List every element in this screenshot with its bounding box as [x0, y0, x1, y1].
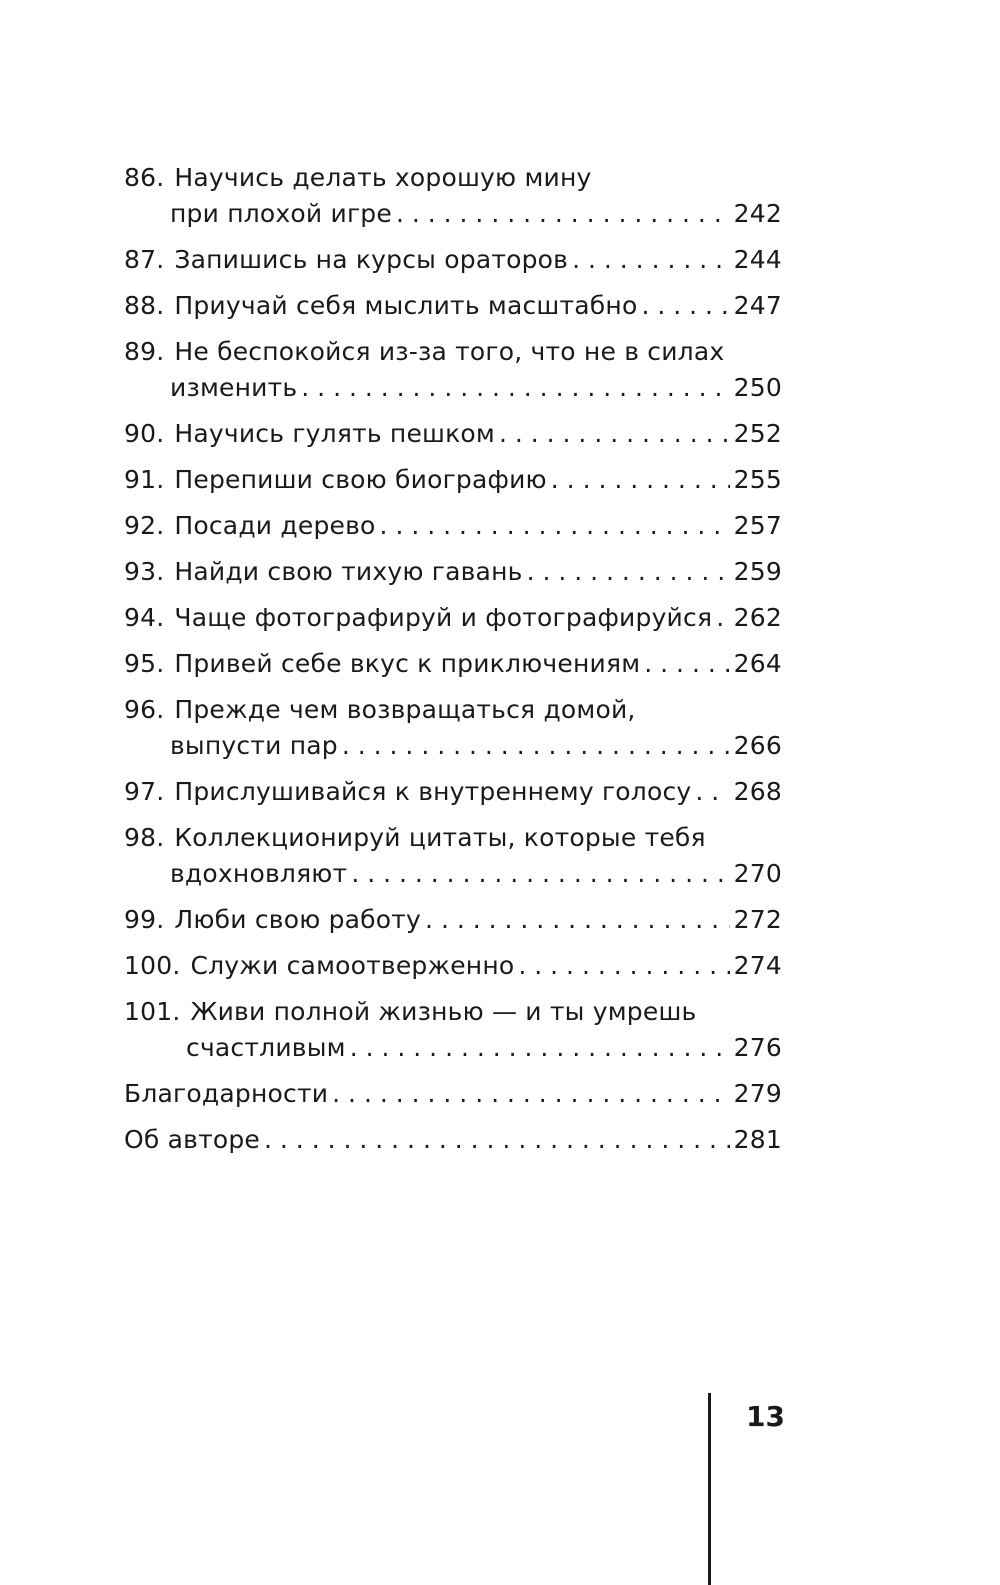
- toc-entry-title: Прежде чем возвращаться домой,: [174, 695, 636, 724]
- toc-entry-number: 86.: [124, 163, 165, 192]
- toc-entry-title: Прислушивайся к внутреннему голосу: [174, 777, 692, 806]
- dot-leader: [716, 600, 729, 636]
- dot-leader: [644, 646, 729, 682]
- dot-leader: [499, 416, 730, 452]
- toc-entry-title: Посади дерево: [174, 511, 376, 540]
- toc-entry-page: 279: [733, 1079, 782, 1108]
- dot-leader: [695, 774, 729, 810]
- toc-entry: [124, 692, 782, 764]
- toc-entry: [124, 242, 782, 278]
- toc-entry-acknowledgements: [124, 1076, 782, 1112]
- toc-entry-page: 244: [733, 245, 782, 274]
- dot-leader: [641, 288, 729, 324]
- toc-entry-title: Научись делать хорошую мину: [174, 163, 592, 192]
- toc-entry: [124, 646, 782, 682]
- toc-entry-page: 255: [733, 465, 782, 494]
- toc-entry-page: 257: [733, 511, 782, 540]
- toc-entry-title-continuation: при плохой игре: [170, 199, 392, 228]
- toc-entry-page: 274: [733, 951, 782, 980]
- toc-entry-number: 97.: [124, 777, 165, 806]
- toc-entry-title: Перепиши свою биографию: [174, 465, 547, 494]
- toc-entry-first-line: [124, 994, 782, 1030]
- toc-entry-page: 264: [733, 649, 782, 678]
- toc-entry-line: [124, 288, 782, 324]
- toc-entry: [124, 948, 782, 984]
- toc-entry-page: 266: [733, 731, 782, 760]
- dot-leader: [264, 1122, 730, 1158]
- toc-entry-page: 242: [733, 199, 782, 228]
- toc-entry-page: 276: [733, 1033, 782, 1062]
- toc-entry-line: [124, 554, 782, 590]
- toc-entry-line: [124, 508, 782, 544]
- toc-entry: [124, 820, 782, 892]
- toc-entry-number: 96.: [124, 695, 165, 724]
- toc-entry-number: 93.: [124, 557, 165, 586]
- toc-entry-number: 101.: [124, 997, 181, 1026]
- toc-entry-page: 281: [733, 1125, 782, 1154]
- dot-leader: [551, 462, 730, 498]
- dot-leader: [380, 508, 730, 544]
- toc-entry-number: 95.: [124, 649, 165, 678]
- toc-entry: [124, 462, 782, 498]
- toc-entry: [124, 994, 782, 1066]
- dot-leader: [342, 728, 730, 764]
- toc-entry-title: Служи самоотверженно: [190, 951, 515, 980]
- toc-entry-about-author: [124, 1122, 782, 1158]
- toc-entry-number: 89.: [124, 337, 165, 366]
- toc-entry-title: Чаще фотографируй и фотографируйся: [174, 603, 713, 632]
- dot-leader: [396, 196, 730, 232]
- toc-entry-first-line: [124, 692, 782, 728]
- toc-entry-page: 270: [733, 859, 782, 888]
- toc-entry-page: 259: [733, 557, 782, 586]
- toc-entry-line: [124, 774, 782, 810]
- toc-entry-last-line: [124, 370, 782, 406]
- toc-entry-title: Приучай себя мыслить масштабно: [174, 291, 638, 320]
- dot-leader: [350, 1030, 730, 1066]
- toc-entry-number: 92.: [124, 511, 165, 540]
- toc-entry: [124, 554, 782, 590]
- dot-leader: [527, 554, 730, 590]
- toc-entry-page: 250: [733, 373, 782, 402]
- toc-entry-title: Коллекционируй цитаты, которые тебя: [174, 823, 706, 852]
- toc-entry-last-line: [124, 856, 782, 892]
- toc-entry-line: [124, 948, 782, 984]
- toc-entry: [124, 508, 782, 544]
- toc-entry-title-continuation: выпусти пар: [170, 731, 338, 760]
- toc-entry: [124, 902, 782, 938]
- toc-entry: [124, 416, 782, 452]
- toc-entry-title: Научись гулять пешком: [174, 419, 495, 448]
- toc-entry-last-line: [124, 728, 782, 764]
- toc-entry: [124, 160, 782, 232]
- toc-entry-first-line: [124, 160, 782, 196]
- toc-entry-page: 272: [733, 905, 782, 934]
- dot-leader: [425, 902, 730, 938]
- dot-leader: [518, 948, 729, 984]
- dot-leader: [301, 370, 729, 406]
- toc-entry-title: Люби свою работу: [174, 905, 422, 934]
- toc-entry-last-line: [124, 1030, 782, 1066]
- toc-entry-title: Привей себе вкус к приключениям: [174, 649, 641, 678]
- toc-entry-title: Об авторе: [124, 1125, 261, 1154]
- toc-entry-number: 99.: [124, 905, 165, 934]
- toc-entry: [124, 774, 782, 810]
- toc-entry-number: 94.: [124, 603, 165, 632]
- toc-entry-title: Живи полной жизнью — и ты умрешь: [190, 997, 697, 1026]
- toc-entry-line: [124, 1076, 782, 1112]
- toc-entry-line: [124, 242, 782, 278]
- toc-entry-number: 88.: [124, 291, 165, 320]
- toc-entry-number: 90.: [124, 419, 165, 448]
- toc-entry-title: Не беспокойся из-за того, что не в силах: [174, 337, 725, 366]
- dot-leader: [572, 242, 730, 278]
- toc-entry-page: 268: [733, 777, 782, 806]
- toc-entry-line: [124, 1122, 782, 1158]
- toc-entry-number: 100.: [124, 951, 181, 980]
- toc-entry-line: [124, 902, 782, 938]
- page-number: 13: [746, 1400, 785, 1433]
- toc-entry-number: 98.: [124, 823, 165, 852]
- dot-leader: [332, 1076, 730, 1112]
- toc-entry-page: 252: [733, 419, 782, 448]
- toc-entry: [124, 288, 782, 324]
- toc-entry-title-continuation: вдохновляют: [170, 859, 348, 888]
- toc-entry-number: 91.: [124, 465, 165, 494]
- toc-entry: [124, 334, 782, 406]
- table-of-contents: [124, 160, 782, 1168]
- toc-entry: [124, 600, 782, 636]
- toc-entry-title: Запишись на курсы ораторов: [174, 245, 569, 274]
- toc-entry-title: Найди свою тихую гавань: [174, 557, 523, 586]
- toc-entry-title-continuation: счастливым: [186, 1033, 346, 1062]
- toc-entry-line: [124, 416, 782, 452]
- toc-entry-page: 247: [733, 291, 782, 320]
- toc-entry-first-line: [124, 334, 782, 370]
- toc-entry-number: 87.: [124, 245, 165, 274]
- toc-entry-line: [124, 646, 782, 682]
- toc-entry-last-line: [124, 196, 782, 232]
- toc-entry-page: 262: [733, 603, 782, 632]
- footer-vertical-rule: [708, 1393, 711, 1585]
- toc-entry-line: [124, 600, 782, 636]
- dot-leader: [351, 856, 729, 892]
- toc-entry-line: [124, 462, 782, 498]
- toc-entry-title-continuation: изменить: [170, 373, 298, 402]
- toc-entry-title: Благодарности: [124, 1079, 329, 1108]
- toc-entry-first-line: [124, 820, 782, 856]
